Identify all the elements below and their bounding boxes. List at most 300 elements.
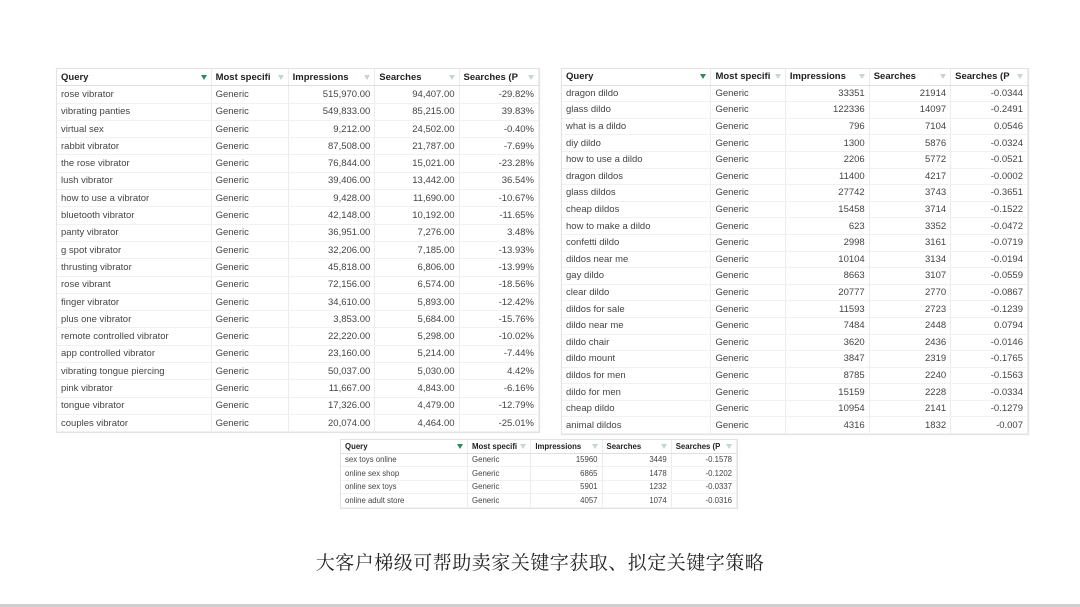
searches-cell[interactable]: 10,192.00 [375, 207, 459, 224]
column-header[interactable] [375, 69, 459, 86]
impressions-cell[interactable]: 3620 [785, 334, 869, 351]
match-type-cell[interactable]: Generic [211, 155, 288, 172]
impressions-cell[interactable]: 549,833.00 [288, 103, 375, 120]
searches-cell[interactable]: 1074 [602, 494, 671, 508]
impressions-cell[interactable]: 42,148.00 [288, 207, 375, 224]
searches-change-cell[interactable]: 3.48% [459, 224, 538, 241]
searches-cell[interactable]: 4,479.00 [375, 397, 459, 414]
query-cell[interactable]: sex toys online [341, 453, 468, 467]
searches-change-cell[interactable]: -0.0344 [951, 85, 1028, 102]
dildo-keyword-table [561, 68, 1029, 435]
column-header[interactable] [211, 69, 288, 86]
query-cell[interactable]: finger vibrator [57, 293, 211, 310]
impressions-cell[interactable]: 23,160.00 [288, 345, 375, 362]
column-header-label: Query [345, 441, 368, 451]
query-cell[interactable]: dildo chair [562, 334, 711, 351]
impressions-cell[interactable]: 4316 [785, 417, 869, 434]
searches-change-cell[interactable]: -7.69% [459, 138, 538, 155]
searches-cell[interactable]: 5,298.00 [375, 328, 459, 345]
query-cell[interactable]: cheap dildo [562, 400, 711, 417]
searches-cell[interactable]: 2448 [869, 317, 950, 334]
impressions-cell[interactable]: 39,406.00 [288, 172, 375, 189]
table-row [562, 268, 1028, 285]
searches-cell[interactable]: 1232 [602, 480, 671, 494]
table-row [562, 301, 1028, 318]
match-type-cell[interactable]: Generic [211, 311, 288, 328]
filter-icon[interactable] [528, 75, 534, 80]
query-cell[interactable]: pink vibrator [57, 380, 211, 397]
query-cell[interactable]: diy dildo [562, 135, 711, 152]
table-row [57, 155, 539, 172]
impressions-cell[interactable]: 6865 [531, 467, 602, 481]
impressions-cell[interactable]: 15960 [531, 453, 602, 467]
match-type-cell[interactable]: Generic [711, 251, 785, 268]
match-type-cell[interactable]: Generic [211, 172, 288, 189]
column-header[interactable] [459, 69, 538, 86]
column-header[interactable] [711, 69, 785, 85]
impressions-cell[interactable]: 515,970.00 [288, 86, 375, 103]
impressions-cell[interactable]: 10954 [785, 400, 869, 417]
table-row [562, 218, 1028, 235]
column-header-label: Searches (P [675, 441, 721, 451]
query-cell[interactable]: g spot vibrator [57, 241, 211, 258]
impressions-cell[interactable]: 22,220.00 [288, 328, 375, 345]
query-cell[interactable]: thrusting vibrator [57, 259, 211, 276]
searches-cell[interactable]: 5,214.00 [375, 345, 459, 362]
column-header[interactable] [869, 69, 950, 85]
online-store-keyword-table [340, 439, 738, 509]
searches-cell[interactable]: 4217 [869, 168, 950, 185]
match-type-cell[interactable]: Generic [711, 400, 785, 417]
searches-cell[interactable]: 85,215.00 [375, 103, 459, 120]
filter-icon[interactable] [859, 74, 865, 79]
searches-change-cell[interactable]: -12.42% [459, 293, 538, 310]
query-cell[interactable]: virtual sex [57, 120, 211, 137]
column-header-label: Impressions [535, 441, 582, 451]
searches-change-cell[interactable]: -13.93% [459, 241, 538, 258]
searches-change-cell[interactable]: -6.16% [459, 380, 538, 397]
match-type-cell[interactable]: Generic [211, 293, 288, 310]
searches-cell[interactable]: 3107 [869, 268, 950, 285]
searches-change-cell[interactable]: -0.0472 [951, 218, 1028, 235]
searches-cell[interactable]: 2723 [869, 301, 950, 318]
match-type-cell[interactable]: Generic [711, 185, 785, 202]
match-type-cell[interactable]: Generic [711, 334, 785, 351]
table-row [562, 334, 1028, 351]
impressions-cell[interactable]: 50,037.00 [288, 363, 375, 380]
match-type-cell[interactable]: Generic [711, 201, 785, 218]
query-cell[interactable]: dildos near me [562, 251, 711, 268]
searches-cell[interactable]: 2141 [869, 400, 950, 417]
query-cell[interactable]: cheap dildos [562, 201, 711, 218]
query-cell[interactable]: dragon dildos [562, 168, 711, 185]
match-type-cell[interactable]: Generic [211, 397, 288, 414]
table-row [57, 345, 539, 362]
searches-change-cell[interactable]: -0.0316 [671, 494, 736, 508]
data-table [562, 69, 1028, 434]
match-type-cell[interactable]: Generic [468, 480, 531, 494]
query-cell[interactable]: the rose vibrator [57, 155, 211, 172]
column-header-label: Query [61, 71, 89, 83]
query-cell[interactable]: tongue vibrator [57, 397, 211, 414]
searches-change-cell[interactable]: -0.0002 [951, 168, 1028, 185]
searches-cell[interactable]: 3352 [869, 218, 950, 235]
impressions-cell[interactable]: 7484 [785, 317, 869, 334]
match-type-cell[interactable]: Generic [711, 417, 785, 434]
match-type-cell[interactable]: Generic [211, 241, 288, 258]
table-row [57, 103, 539, 120]
searches-change-cell[interactable]: -0.1765 [951, 351, 1028, 368]
match-type-cell[interactable]: Generic [211, 414, 288, 431]
match-type-cell[interactable]: Generic [211, 224, 288, 241]
searches-cell[interactable]: 5,893.00 [375, 293, 459, 310]
match-type-cell[interactable]: Generic [211, 380, 288, 397]
searches-change-cell[interactable]: -0.007 [951, 417, 1028, 434]
match-type-cell[interactable]: Generic [711, 85, 785, 102]
column-header[interactable] [671, 440, 736, 453]
impressions-cell[interactable]: 11,667.00 [288, 380, 375, 397]
column-header[interactable] [468, 440, 531, 453]
table-row [57, 138, 539, 155]
table-row [562, 251, 1028, 268]
match-type-cell[interactable]: Generic [711, 151, 785, 168]
searches-change-cell[interactable]: 36.54% [459, 172, 538, 189]
searches-cell[interactable]: 2228 [869, 384, 950, 401]
searches-change-cell[interactable]: -25.01% [459, 414, 538, 431]
match-type-cell[interactable]: Generic [711, 135, 785, 152]
match-type-cell[interactable]: Generic [211, 328, 288, 345]
searches-cell[interactable]: 94,407.00 [375, 86, 459, 103]
impressions-cell[interactable]: 36,951.00 [288, 224, 375, 241]
filter-icon[interactable] [520, 444, 526, 449]
query-cell[interactable]: dildos for sale [562, 301, 711, 318]
match-type-cell[interactable]: Generic [211, 259, 288, 276]
column-header-label: Searches [606, 441, 642, 451]
data-table [341, 440, 737, 508]
searches-change-cell[interactable]: -11.65% [459, 207, 538, 224]
impressions-cell[interactable]: 1300 [785, 135, 869, 152]
searches-change-cell[interactable]: -0.2491 [951, 102, 1028, 119]
query-cell[interactable]: glass dildo [562, 102, 711, 119]
table-row [57, 276, 539, 293]
table-row [57, 224, 539, 241]
query-cell[interactable]: rabbit vibrator [57, 138, 211, 155]
impressions-cell[interactable]: 4057 [531, 494, 602, 508]
match-type-cell[interactable]: Generic [468, 494, 531, 508]
match-type-cell[interactable]: Generic [711, 118, 785, 135]
table-row [57, 207, 539, 224]
query-cell[interactable]: online sex toys [341, 480, 468, 494]
impressions-cell[interactable]: 623 [785, 218, 869, 235]
match-type-cell[interactable]: Generic [468, 453, 531, 467]
impressions-cell[interactable]: 2206 [785, 151, 869, 168]
impressions-cell[interactable]: 72,156.00 [288, 276, 375, 293]
searches-cell[interactable]: 3743 [869, 185, 950, 202]
searches-change-cell[interactable]: -0.0146 [951, 334, 1028, 351]
searches-change-cell[interactable]: -7.44% [459, 345, 538, 362]
query-cell[interactable]: animal dildos [562, 417, 711, 434]
table-row [57, 241, 539, 258]
header-row [562, 69, 1028, 85]
impressions-cell[interactable]: 3847 [785, 351, 869, 368]
query-cell[interactable]: dildo for men [562, 384, 711, 401]
query-cell[interactable]: couples vibrator [57, 414, 211, 431]
match-type-cell[interactable]: Generic [711, 301, 785, 318]
searches-cell[interactable]: 7,276.00 [375, 224, 459, 241]
searches-cell[interactable]: 2436 [869, 334, 950, 351]
searches-change-cell[interactable]: -18.56% [459, 276, 538, 293]
match-type-cell[interactable]: Generic [211, 138, 288, 155]
searches-change-cell[interactable]: -0.1279 [951, 400, 1028, 417]
filter-active-icon[interactable] [700, 74, 706, 79]
filter-active-icon[interactable] [201, 75, 207, 80]
searches-change-cell[interactable]: -0.0521 [951, 151, 1028, 168]
query-cell[interactable]: online adult store [341, 494, 468, 508]
match-type-cell[interactable]: Generic [211, 363, 288, 380]
match-type-cell[interactable]: Generic [211, 207, 288, 224]
impressions-cell[interactable]: 10104 [785, 251, 869, 268]
searches-cell[interactable]: 2770 [869, 284, 950, 301]
impressions-cell[interactable]: 20777 [785, 284, 869, 301]
query-cell[interactable]: clear dildo [562, 284, 711, 301]
searches-cell[interactable]: 6,574.00 [375, 276, 459, 293]
table-row [562, 102, 1028, 119]
searches-cell[interactable]: 11,690.00 [375, 190, 459, 207]
column-header[interactable] [562, 69, 711, 85]
match-type-cell[interactable]: Generic [211, 345, 288, 362]
searches-cell[interactable]: 14097 [869, 102, 950, 119]
query-cell[interactable]: panty vibrator [57, 224, 211, 241]
query-cell[interactable]: dildo mount [562, 351, 711, 368]
impressions-cell[interactable]: 76,844.00 [288, 155, 375, 172]
filter-icon[interactable] [661, 444, 667, 449]
column-header-label: Searches (P [463, 71, 518, 83]
impressions-cell[interactable]: 27742 [785, 185, 869, 202]
searches-cell[interactable]: 21,787.00 [375, 138, 459, 155]
query-cell[interactable]: dildo near me [562, 317, 711, 334]
table-row [562, 201, 1028, 218]
table-row [57, 293, 539, 310]
impressions-cell[interactable]: 9,428.00 [288, 190, 375, 207]
searches-cell[interactable]: 7,185.00 [375, 241, 459, 258]
match-type-cell[interactable]: Generic [711, 268, 785, 285]
query-cell[interactable]: vibrating tongue piercing [57, 363, 211, 380]
table-row [562, 234, 1028, 251]
searches-cell[interactable]: 2319 [869, 351, 950, 368]
filter-icon[interactable] [449, 75, 455, 80]
query-cell[interactable]: how to use a vibrator [57, 190, 211, 207]
match-type-cell[interactable]: Generic [711, 234, 785, 251]
query-cell[interactable]: dildos for men [562, 367, 711, 384]
impressions-cell[interactable]: 3,853.00 [288, 311, 375, 328]
searches-change-cell[interactable]: -0.3651 [951, 185, 1028, 202]
table-row [562, 417, 1028, 434]
impressions-cell[interactable]: 45,818.00 [288, 259, 375, 276]
impressions-cell[interactable]: 122336 [785, 102, 869, 119]
query-cell[interactable]: plus one vibrator [57, 311, 211, 328]
searches-change-cell[interactable]: -0.40% [459, 120, 538, 137]
searches-cell[interactable]: 4,843.00 [375, 380, 459, 397]
filter-icon[interactable] [1017, 74, 1023, 79]
searches-change-cell[interactable]: -0.1522 [951, 201, 1028, 218]
searches-cell[interactable]: 3714 [869, 201, 950, 218]
searches-change-cell[interactable]: -12.79% [459, 397, 538, 414]
query-cell[interactable]: bluetooth vibrator [57, 207, 211, 224]
searches-cell[interactable]: 5,684.00 [375, 311, 459, 328]
match-type-cell[interactable]: Generic [211, 276, 288, 293]
query-cell[interactable]: what is a dildo [562, 118, 711, 135]
table-row [562, 135, 1028, 152]
impressions-cell[interactable]: 8785 [785, 367, 869, 384]
searches-change-cell[interactable]: -0.1239 [951, 301, 1028, 318]
match-type-cell[interactable]: Generic [711, 384, 785, 401]
impressions-cell[interactable]: 15458 [785, 201, 869, 218]
searches-change-cell[interactable]: -0.0719 [951, 234, 1028, 251]
query-cell[interactable]: how to use a dildo [562, 151, 711, 168]
impressions-cell[interactable]: 2998 [785, 234, 869, 251]
column-header[interactable] [341, 440, 468, 453]
table-row [57, 380, 539, 397]
searches-change-cell[interactable]: -0.1578 [671, 453, 736, 467]
searches-change-cell[interactable]: -10.67% [459, 190, 538, 207]
match-type-cell[interactable]: Generic [711, 284, 785, 301]
searches-change-cell[interactable]: -10.02% [459, 328, 538, 345]
query-cell[interactable]: lush vibrator [57, 172, 211, 189]
searches-cell[interactable]: 7104 [869, 118, 950, 135]
filter-icon[interactable] [940, 74, 946, 79]
searches-cell[interactable]: 21914 [869, 85, 950, 102]
table-row [57, 172, 539, 189]
column-header-label: Most specifi [215, 71, 271, 83]
impressions-cell[interactable]: 87,508.00 [288, 138, 375, 155]
filter-icon[interactable] [726, 444, 732, 449]
searches-cell[interactable]: 15,021.00 [375, 155, 459, 172]
impressions-cell[interactable]: 20,074.00 [288, 414, 375, 431]
searches-change-cell[interactable]: -29.82% [459, 86, 538, 103]
column-header[interactable] [531, 440, 602, 453]
match-type-cell[interactable]: Generic [211, 120, 288, 137]
data-table [57, 69, 539, 432]
query-cell[interactable]: app controlled vibrator [57, 345, 211, 362]
column-header[interactable] [288, 69, 375, 86]
searches-change-cell[interactable]: -0.1202 [671, 467, 736, 481]
searches-change-cell[interactable]: -0.1563 [951, 367, 1028, 384]
searches-change-cell[interactable]: 4.42% [459, 363, 538, 380]
table-row [341, 453, 737, 467]
query-cell[interactable]: glass dildos [562, 185, 711, 202]
searches-cell[interactable]: 4,464.00 [375, 414, 459, 431]
searches-change-cell[interactable]: -0.0337 [671, 480, 736, 494]
table-row [57, 328, 539, 345]
query-cell[interactable]: vibrating panties [57, 103, 211, 120]
query-cell[interactable]: how to make a dildo [562, 218, 711, 235]
impressions-cell[interactable]: 11593 [785, 301, 869, 318]
column-header-label: Searches (P [955, 71, 1010, 83]
match-type-cell[interactable]: Generic [211, 190, 288, 207]
searches-cell[interactable]: 3161 [869, 234, 950, 251]
column-header-label: Query [566, 71, 594, 83]
searches-change-cell[interactable]: -23.28% [459, 155, 538, 172]
match-type-cell[interactable]: Generic [711, 168, 785, 185]
searches-change-cell[interactable]: -15.76% [459, 311, 538, 328]
match-type-cell[interactable]: Generic [711, 317, 785, 334]
column-header[interactable] [951, 69, 1028, 85]
filter-icon[interactable] [364, 75, 370, 80]
searches-change-cell[interactable]: 39.83% [459, 103, 538, 120]
searches-change-cell[interactable]: -0.0194 [951, 251, 1028, 268]
match-type-cell[interactable]: Generic [711, 367, 785, 384]
query-cell[interactable]: dragon dildo [562, 85, 711, 102]
column-header[interactable] [602, 440, 671, 453]
table-row [562, 151, 1028, 168]
searches-change-cell[interactable]: -0.0867 [951, 284, 1028, 301]
searches-cell[interactable]: 5,030.00 [375, 363, 459, 380]
table-row [57, 414, 539, 431]
searches-change-cell[interactable]: -0.0324 [951, 135, 1028, 152]
impressions-cell[interactable]: 8663 [785, 268, 869, 285]
searches-cell[interactable]: 1478 [602, 467, 671, 481]
impressions-cell[interactable]: 5901 [531, 480, 602, 494]
searches-change-cell[interactable]: -13.99% [459, 259, 538, 276]
impressions-cell[interactable]: 9,212.00 [288, 120, 375, 137]
searches-cell[interactable]: 13,442.00 [375, 172, 459, 189]
query-cell[interactable]: online sex shop [341, 467, 468, 481]
searches-change-cell[interactable]: 0.0794 [951, 317, 1028, 334]
searches-change-cell[interactable]: -0.0334 [951, 384, 1028, 401]
column-header-label: Impressions [292, 71, 349, 83]
match-type-cell[interactable]: Generic [711, 218, 785, 235]
searches-change-cell[interactable]: 0.0546 [951, 118, 1028, 135]
filter-icon[interactable] [775, 74, 781, 79]
searches-cell[interactable]: 5876 [869, 135, 950, 152]
impressions-cell[interactable]: 34,610.00 [288, 293, 375, 310]
filter-icon[interactable] [278, 75, 284, 80]
impressions-cell[interactable]: 796 [785, 118, 869, 135]
match-type-cell[interactable]: Generic [211, 86, 288, 103]
column-header[interactable] [57, 69, 211, 86]
column-header[interactable] [785, 69, 869, 85]
match-type-cell[interactable]: Generic [211, 103, 288, 120]
searches-cell[interactable]: 2240 [869, 367, 950, 384]
match-type-cell[interactable]: Generic [468, 467, 531, 481]
query-cell[interactable]: remote controlled vibrator [57, 328, 211, 345]
searches-cell[interactable]: 6,806.00 [375, 259, 459, 276]
match-type-cell[interactable]: Generic [711, 351, 785, 368]
query-cell[interactable]: gay dildo [562, 268, 711, 285]
searches-cell[interactable]: 5772 [869, 151, 950, 168]
filter-active-icon[interactable] [457, 444, 463, 449]
searches-cell[interactable]: 3134 [869, 251, 950, 268]
query-cell[interactable]: confetti dildo [562, 234, 711, 251]
table-row [562, 351, 1028, 368]
impressions-cell[interactable]: 15159 [785, 384, 869, 401]
searches-cell[interactable]: 3449 [602, 453, 671, 467]
table-row [57, 86, 539, 103]
impressions-cell[interactable]: 32,206.00 [288, 241, 375, 258]
filter-icon[interactable] [592, 444, 598, 449]
query-cell[interactable]: rose vibrant [57, 276, 211, 293]
searches-change-cell[interactable]: -0.0559 [951, 268, 1028, 285]
table-row [562, 317, 1028, 334]
match-type-cell[interactable]: Generic [711, 102, 785, 119]
impressions-cell[interactable]: 17,326.00 [288, 397, 375, 414]
query-cell[interactable]: rose vibrator [57, 86, 211, 103]
table-row [57, 120, 539, 137]
searches-cell[interactable]: 1832 [869, 417, 950, 434]
impressions-cell[interactable]: 33351 [785, 85, 869, 102]
searches-cell[interactable]: 24,502.00 [375, 120, 459, 137]
impressions-cell[interactable]: 11400 [785, 168, 869, 185]
